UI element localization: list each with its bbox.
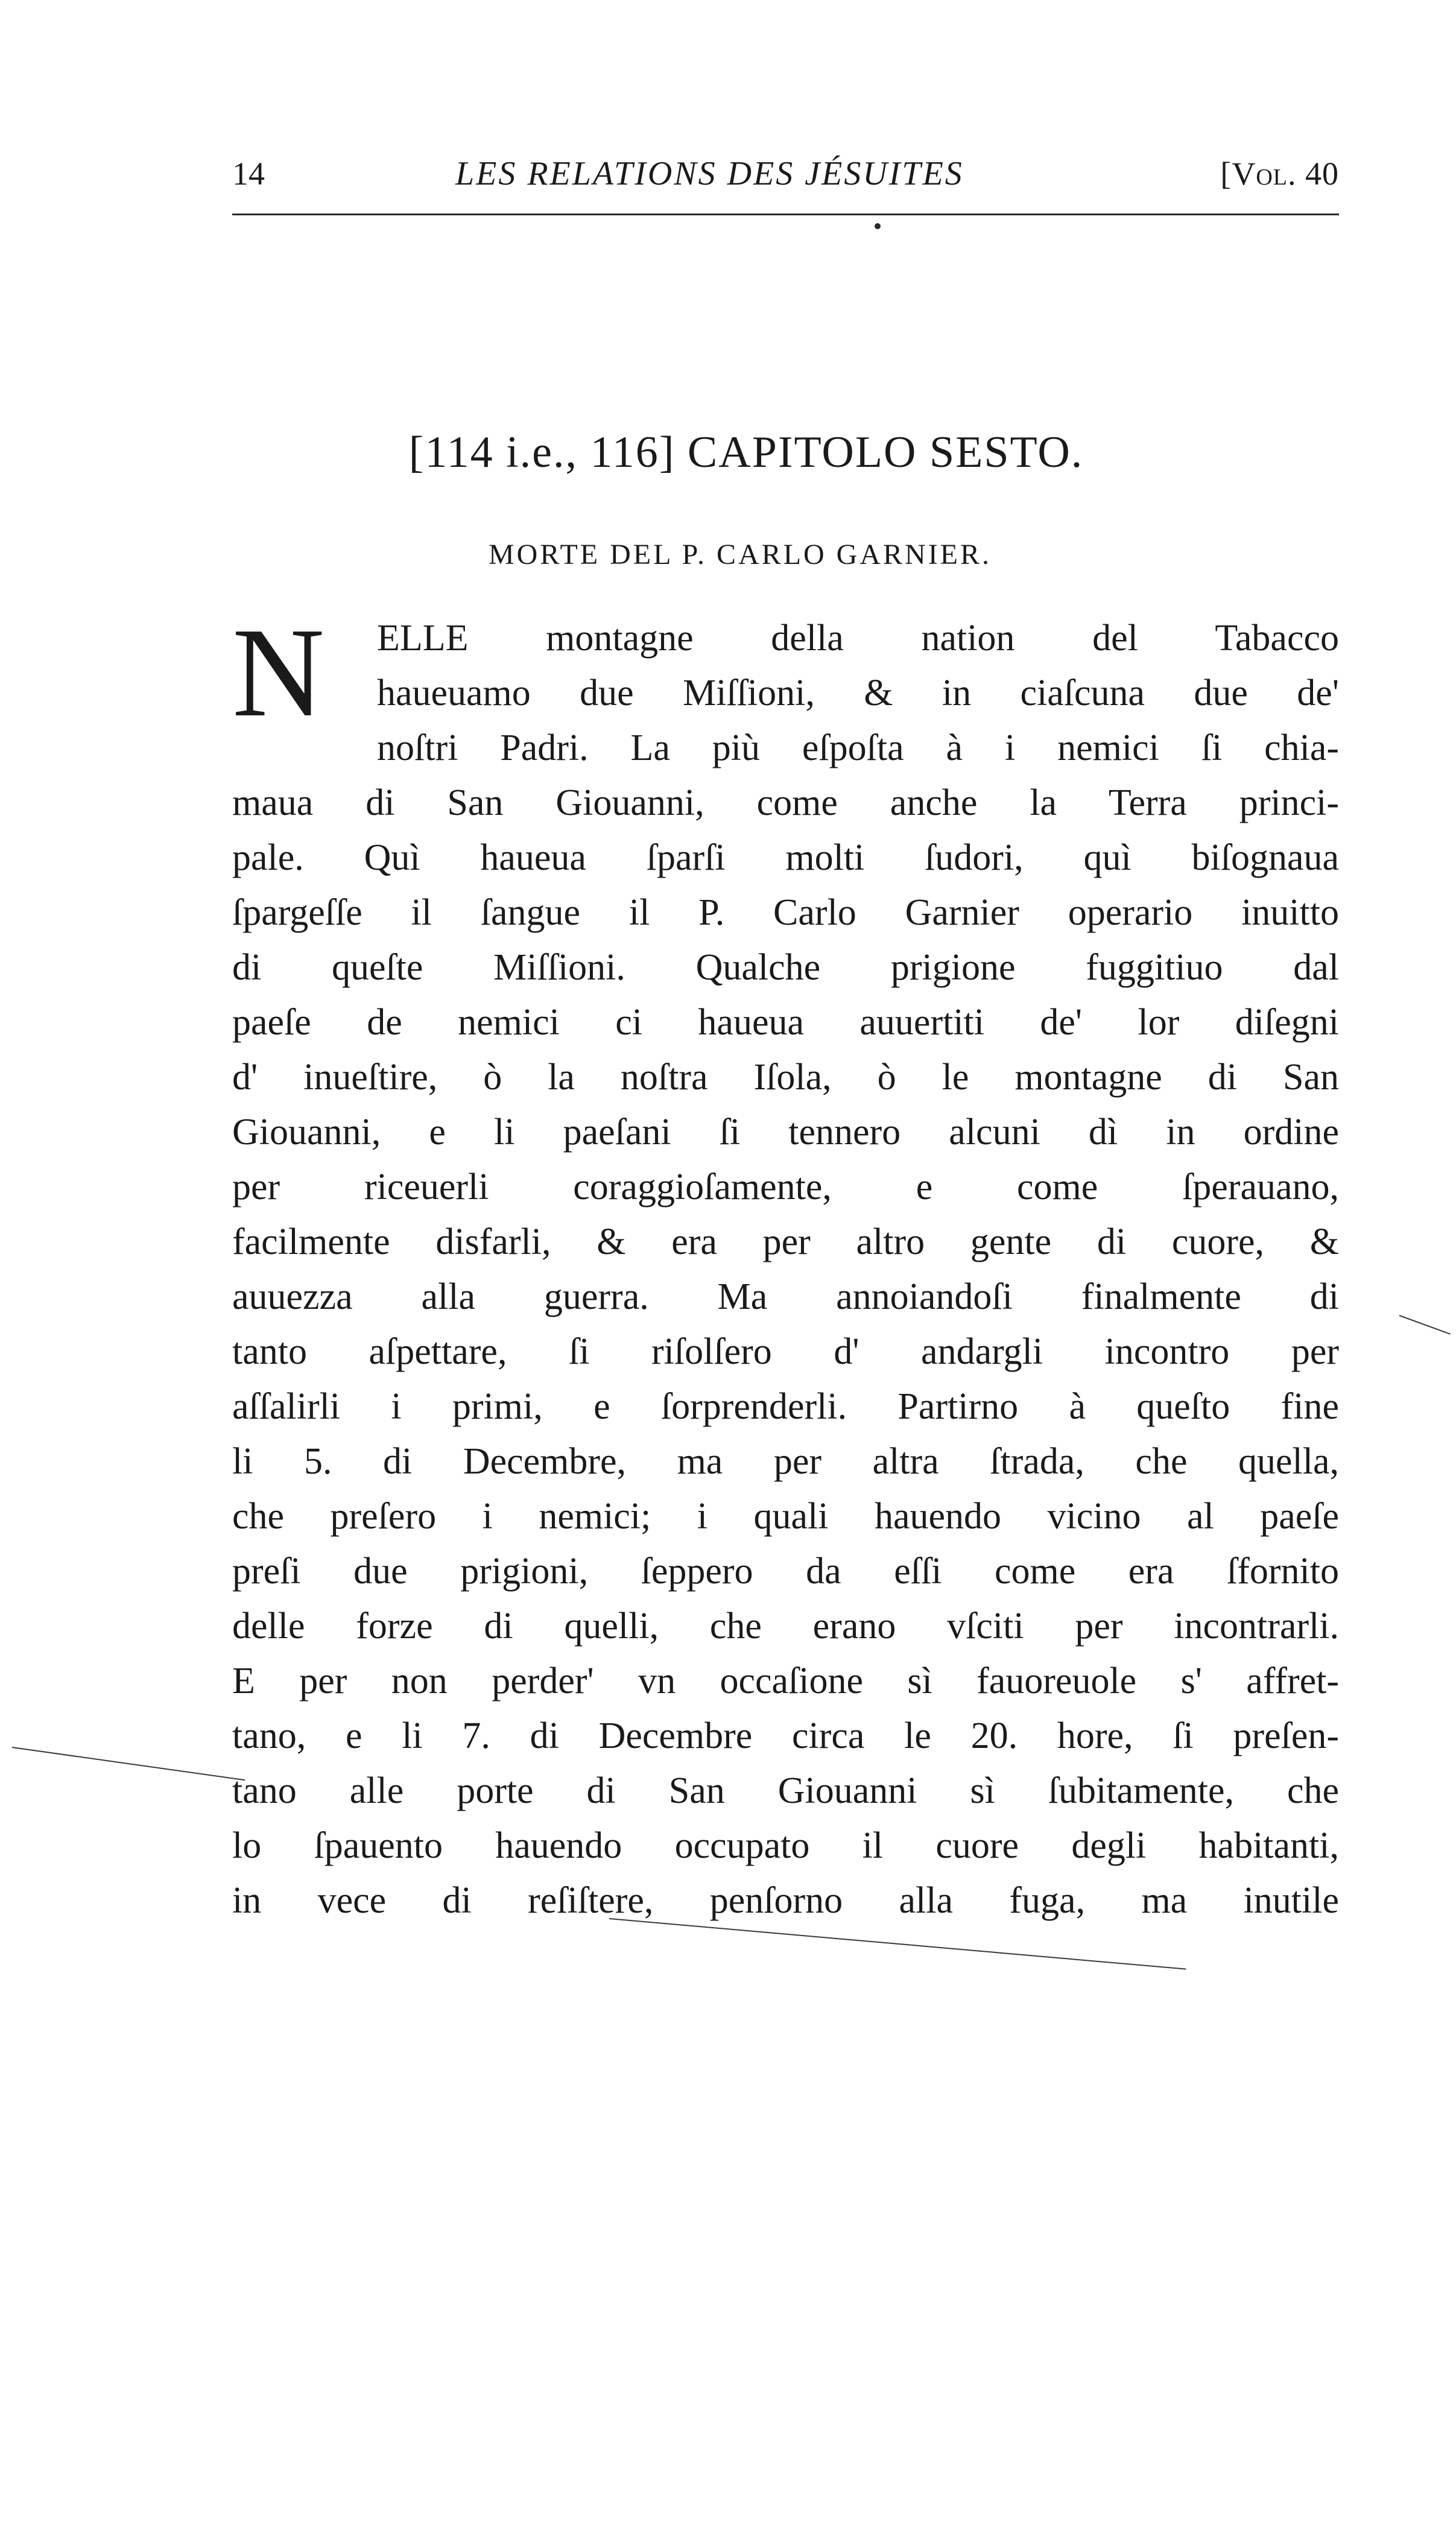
text-line: li 5. di Decembre, ma per altra ſtrada, che quella,: [232, 1441, 1339, 1482]
text-line: auuezza alla guerra. Ma annoiandoſi finalmente di: [232, 1276, 1339, 1317]
text-line: Giouanni, e li paeſani ſi tennero alcuni dì in ordine: [232, 1112, 1339, 1153]
text-line: lo ſpauento hauendo occupato il cuore degli habitanti,: [232, 1825, 1339, 1866]
text-line: tano alle porte di San Giouanni sì ſubitamente, che: [232, 1770, 1339, 1811]
chapter-subtitle: MORTE DEL P. CARLO GARNIER.: [488, 539, 992, 571]
text-line: preſi due prigioni, ſeppero da eſſi come era ſfornito: [232, 1551, 1339, 1592]
text-line: tano, e li 7. di Decembre circa le 20. hore, ſi preſen-: [232, 1715, 1339, 1756]
text-line: delle forze di quelli, che erano vſciti per incontrarli.: [232, 1606, 1339, 1647]
drop-cap: N: [232, 601, 325, 743]
chapter-title: [114 i.e., 116] CAPITOLO SESTO.: [408, 428, 1084, 477]
text-line: haueuamo due Miſſioni, & in ciaſcuna due de': [377, 673, 1339, 714]
text-line: in vece di reſiſtere, penſorno alla fuga, ma inutile: [232, 1880, 1339, 1921]
text-line: maua di San Giouanni, come anche la Terra princi-: [232, 782, 1339, 823]
printer-mark: [875, 223, 881, 229]
body-text: [232, 601, 1339, 1928]
text-line: che preſero i nemici; i quali hauendo vicino al paeſe: [232, 1496, 1339, 1537]
text-line: tanto aſpettare, ſi riſolſero d' andargli incontro per: [232, 1331, 1339, 1372]
text-line: paeſe de nemici ci haueua auuertiti de' lor diſegni: [232, 1002, 1339, 1043]
text-line: di queſte Miſſioni. Qualche prigione fuggitiuo dal: [232, 947, 1339, 988]
running-title: LES RELATIONS DES JÉSUITES: [455, 155, 964, 192]
text-line: pale. Quì haueua ſparſi molti ſudori, quì biſognaua: [232, 837, 1339, 878]
volume-label: [Vol. 40: [1220, 156, 1339, 192]
text-line: aſſalirli i primi, e ſorprenderli. Partirno à queſto fine: [232, 1386, 1339, 1427]
text-line: E per non perder' vn occaſione sì fauoreuole s' affret-: [232, 1660, 1339, 1702]
pen-stroke: [12, 1747, 245, 1781]
text-line: per riceuerli coraggioſamente, e come ſperauano,: [232, 1167, 1339, 1208]
text-line: d' inueſtire, ò la noſtra Iſola, ò le montagne di San: [232, 1057, 1339, 1098]
header-rule: [232, 214, 1339, 215]
running-header: [232, 150, 1339, 198]
text-line: facilmente disfarli, & era per altro gente di cuore, &: [232, 1221, 1339, 1262]
text-line: ELLE montagne della nation del Tabacco: [377, 618, 1339, 659]
pen-stroke: [1399, 1315, 1451, 1335]
page-number: 14: [232, 156, 265, 192]
text-line: ſpargeſſe il ſangue il P. Carlo Garnier operario inuitto: [232, 892, 1339, 933]
text-line: noſtri Padri. La più eſpoſta à i nemici ſi chia-: [377, 727, 1339, 768]
